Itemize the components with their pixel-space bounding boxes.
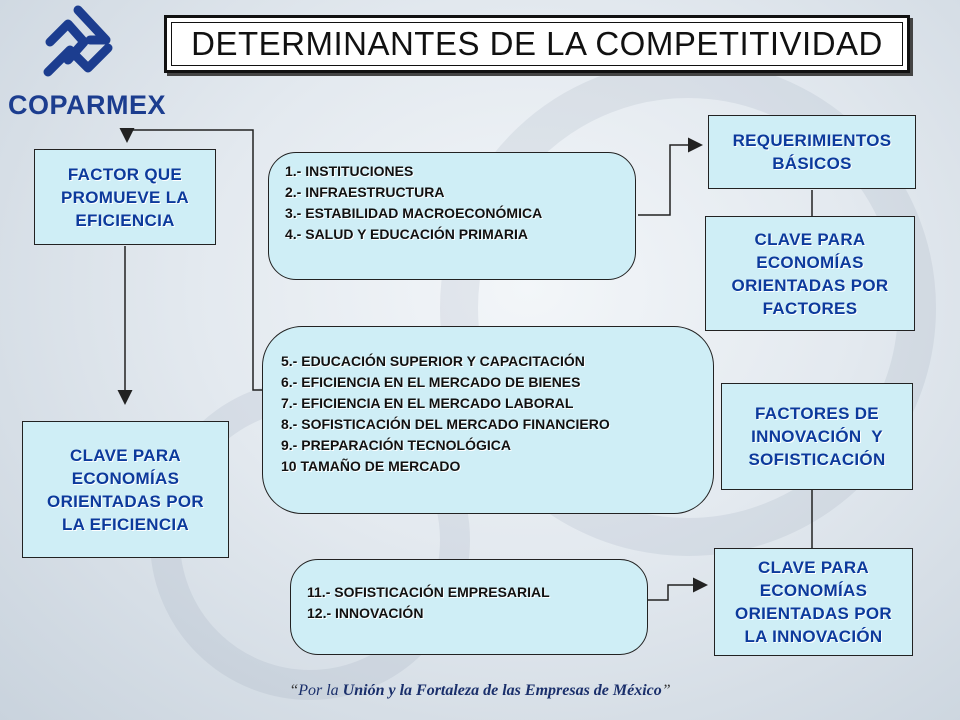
clave-factores-line-3: ORIENTADAS POR (731, 275, 889, 295)
pillar-item: 11.- SOFISTICACIÓN EMPRESARIAL (307, 584, 550, 600)
basic-requirements-pill (268, 152, 636, 280)
clave-innovacion-box (714, 548, 913, 656)
pillar-item: 12.- INNOVACIÓN (307, 605, 424, 621)
pillar-item: 10 TAMAÑO DE MERCADO (281, 458, 461, 474)
pillar-item: 2.- INFRAESTRUCTURA (285, 184, 445, 200)
clave-factores-line-1: CLAVE PARA (754, 229, 866, 249)
clave-factores-line-2: ECONOMÍAS (756, 252, 864, 272)
clave-factores-line-4: FACTORES (762, 298, 858, 318)
pillar-item: 4.- SALUD Y EDUCACIÓN PRIMARIA (285, 226, 528, 242)
factores-innovacion-box (721, 383, 913, 490)
factores-innovacion-line-1: FACTORES DE (755, 404, 879, 423)
pillar-item: 3.- ESTABILIDAD MACROECONÓMICA (285, 205, 543, 221)
requerimientos-line-1: REQUERIMIENTOS (732, 131, 892, 150)
connector-basicos-to-requerimientos (638, 145, 700, 215)
clave-innovacion-line-3: ORIENTADAS POR (735, 604, 892, 623)
pillar-item: 1.- INSTITUCIONES (285, 163, 414, 179)
footer-open-quote: “ (289, 682, 299, 699)
factor-eficiencia-line-3: EFICIENCIA (75, 210, 175, 230)
pillar-item: 7.- EFICIENCIA EN EL MERCADO LABORAL (281, 395, 574, 411)
factores-innovacion-line-3: SOFISTICACIÓN (748, 450, 886, 469)
page-title: DETERMINANTES DE LA COMPETITIVIDAD (191, 25, 883, 62)
factores-innovacion-line-2: INNOVACIÓN Y (751, 427, 883, 446)
innovation-factors-pill (290, 559, 648, 655)
clave-innovacion-line-2: ECONOMÍAS (759, 581, 868, 600)
requerimientos-basicos-box (708, 115, 916, 189)
pillar-item: 8.- SOFISTICACIÓN DEL MERCADO FINANCIERO (281, 416, 610, 432)
footer-slogan (0, 682, 960, 700)
logo-wordmark: COPARMEX (8, 90, 167, 120)
footer-close-quote: ” (661, 682, 671, 699)
clave-innovacion-line-4: LA INNOVACIÓN (744, 627, 883, 646)
clave-eficiencia-line-2: ECONOMÍAS (71, 468, 180, 488)
pillar-item: 5.- EDUCACIÓN SUPERIOR Y CAPACITACIÓN (281, 353, 585, 369)
footer-por-la: Por la (298, 682, 343, 699)
clave-eficiencia-line-3: ORIENTADAS POR (47, 491, 204, 511)
factor-eficiencia-line-2: PROMUEVE LA (61, 187, 189, 207)
clave-factores-box (705, 216, 915, 331)
efficiency-enhancers-pill (262, 326, 714, 514)
clave-eficiencia-line-4: LA EFICIENCIA (62, 514, 189, 534)
requerimientos-line-2: BÁSICOS (772, 154, 852, 173)
pillar-item: 6.- EFICIENCIA EN EL MERCADO DE BIENES (281, 374, 581, 390)
clave-eficiencia-box (22, 421, 229, 558)
footer-union-text: Unión y la Fortaleza de las Empresas de México (342, 682, 662, 699)
pillar-item: 9.- PREPARACIÓN TECNOLÓGICA (281, 437, 511, 453)
clave-innovacion-line-1: CLAVE PARA (758, 558, 869, 577)
factor-eficiencia-box (34, 149, 216, 245)
connector-innovacion-to-clave (648, 585, 705, 600)
clave-eficiencia-line-1: CLAVE PARA (70, 445, 181, 465)
factor-eficiencia-line-1: FACTOR QUE (67, 164, 183, 184)
